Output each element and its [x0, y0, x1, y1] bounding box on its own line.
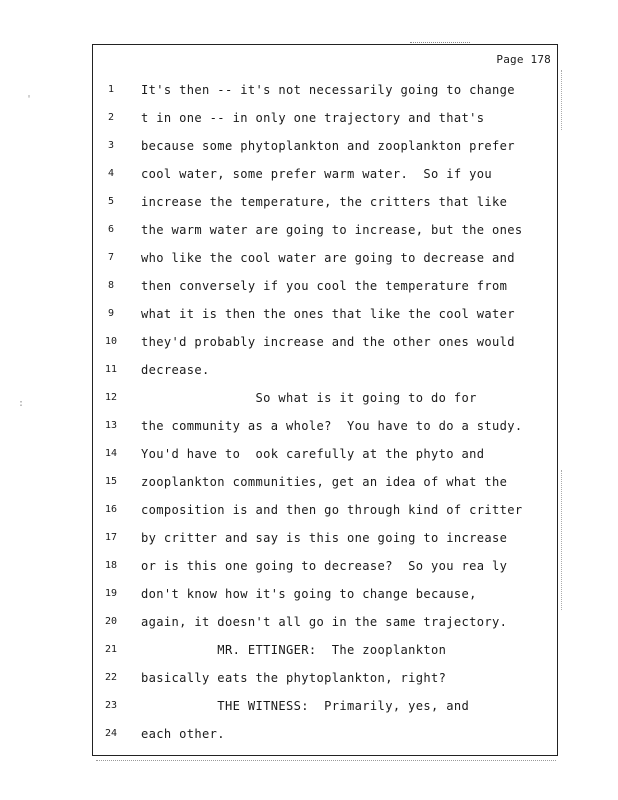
line-number: 13 — [104, 420, 118, 431]
transcript-line-text: decrease. — [141, 363, 210, 377]
transcript-line-text: It's then -- it's not necessarily going to change — [141, 83, 515, 97]
transcript-line-text: So what is it going to do for — [141, 391, 477, 405]
transcript-line-text: MR. ETTINGER: The zooplankton — [141, 643, 447, 657]
transcript-line-text: the warm water are going to increase, but the ones — [141, 223, 523, 237]
transcript-line-text: because some phytoplankton and zooplankton prefer — [141, 139, 515, 153]
line-number: 1 — [107, 84, 115, 95]
transcript-line-text: what it is then the ones that like the cool water — [141, 307, 515, 321]
transcript-line-text: zooplankton communities, get an idea of what the — [141, 475, 508, 489]
line-number: 2 — [107, 112, 115, 123]
transcript-line-text: THE WITNESS: Primarily, yes, and — [141, 699, 470, 713]
line-number: 24 — [104, 728, 118, 739]
line-number: 4 — [107, 168, 115, 179]
transcript-line-text: increase the temperature, the critters that like — [141, 195, 508, 209]
transcript-line-text: each other. — [141, 727, 225, 741]
transcript-line-text: then conversely if you cool the temperature from — [141, 279, 508, 293]
line-number: 22 — [104, 672, 118, 683]
line-number: 11 — [104, 364, 118, 375]
transcript-line-text: don't know how it's going to change because, — [141, 587, 477, 601]
transcript-line-text: cool water, some prefer warm water. So if you — [141, 167, 493, 181]
line-number: 21 — [104, 644, 118, 655]
transcript-line-text: by critter and say is this one going to increase — [141, 531, 508, 545]
transcript-line-text: again, it doesn't all go in the same trajectory. — [141, 615, 508, 629]
line-number: 23 — [104, 700, 118, 711]
line-number: 8 — [107, 280, 115, 291]
transcript-line-text: they'd probably increase and the other ones would — [141, 335, 515, 349]
line-number: 15 — [104, 476, 118, 487]
margin-scan-speck: ' — [26, 94, 33, 105]
bottom-scan-noise — [96, 760, 556, 767]
page-number: Page 178 — [496, 53, 551, 66]
line-number: 6 — [107, 224, 115, 235]
line-number: 12 — [104, 392, 118, 403]
line-number: 17 — [104, 532, 118, 543]
line-number: 7 — [107, 252, 115, 263]
right-edge-scan-marks — [561, 70, 566, 130]
transcript-page-frame — [92, 44, 558, 756]
line-number: 18 — [104, 560, 118, 571]
transcript-line-text: or is this one going to decrease? So you rea ly — [141, 559, 508, 573]
transcript-line-text: t in one -- in only one trajectory and that's — [141, 111, 485, 125]
transcript-line-text: composition is and then go through kind of critter — [141, 503, 523, 517]
line-number: 9 — [107, 308, 115, 319]
line-number: 3 — [107, 140, 115, 151]
line-number: 14 — [104, 448, 118, 459]
transcript-line-text: the community as a whole? You have to do a study. — [141, 419, 523, 433]
margin-scan-speck: : — [18, 398, 25, 409]
right-edge-scan-marks — [561, 470, 566, 610]
line-number: 19 — [104, 588, 118, 599]
transcript-line-text: who like the cool water are going to decrease and — [141, 251, 515, 265]
line-number: 10 — [104, 336, 118, 347]
transcript-line-text: You'd have to ook carefully at the phyto and — [141, 447, 485, 461]
transcript-line-text: basically eats the phytoplankton, right? — [141, 671, 447, 685]
line-number: 16 — [104, 504, 118, 515]
line-number: 20 — [104, 616, 118, 627]
line-number: 5 — [107, 196, 115, 207]
